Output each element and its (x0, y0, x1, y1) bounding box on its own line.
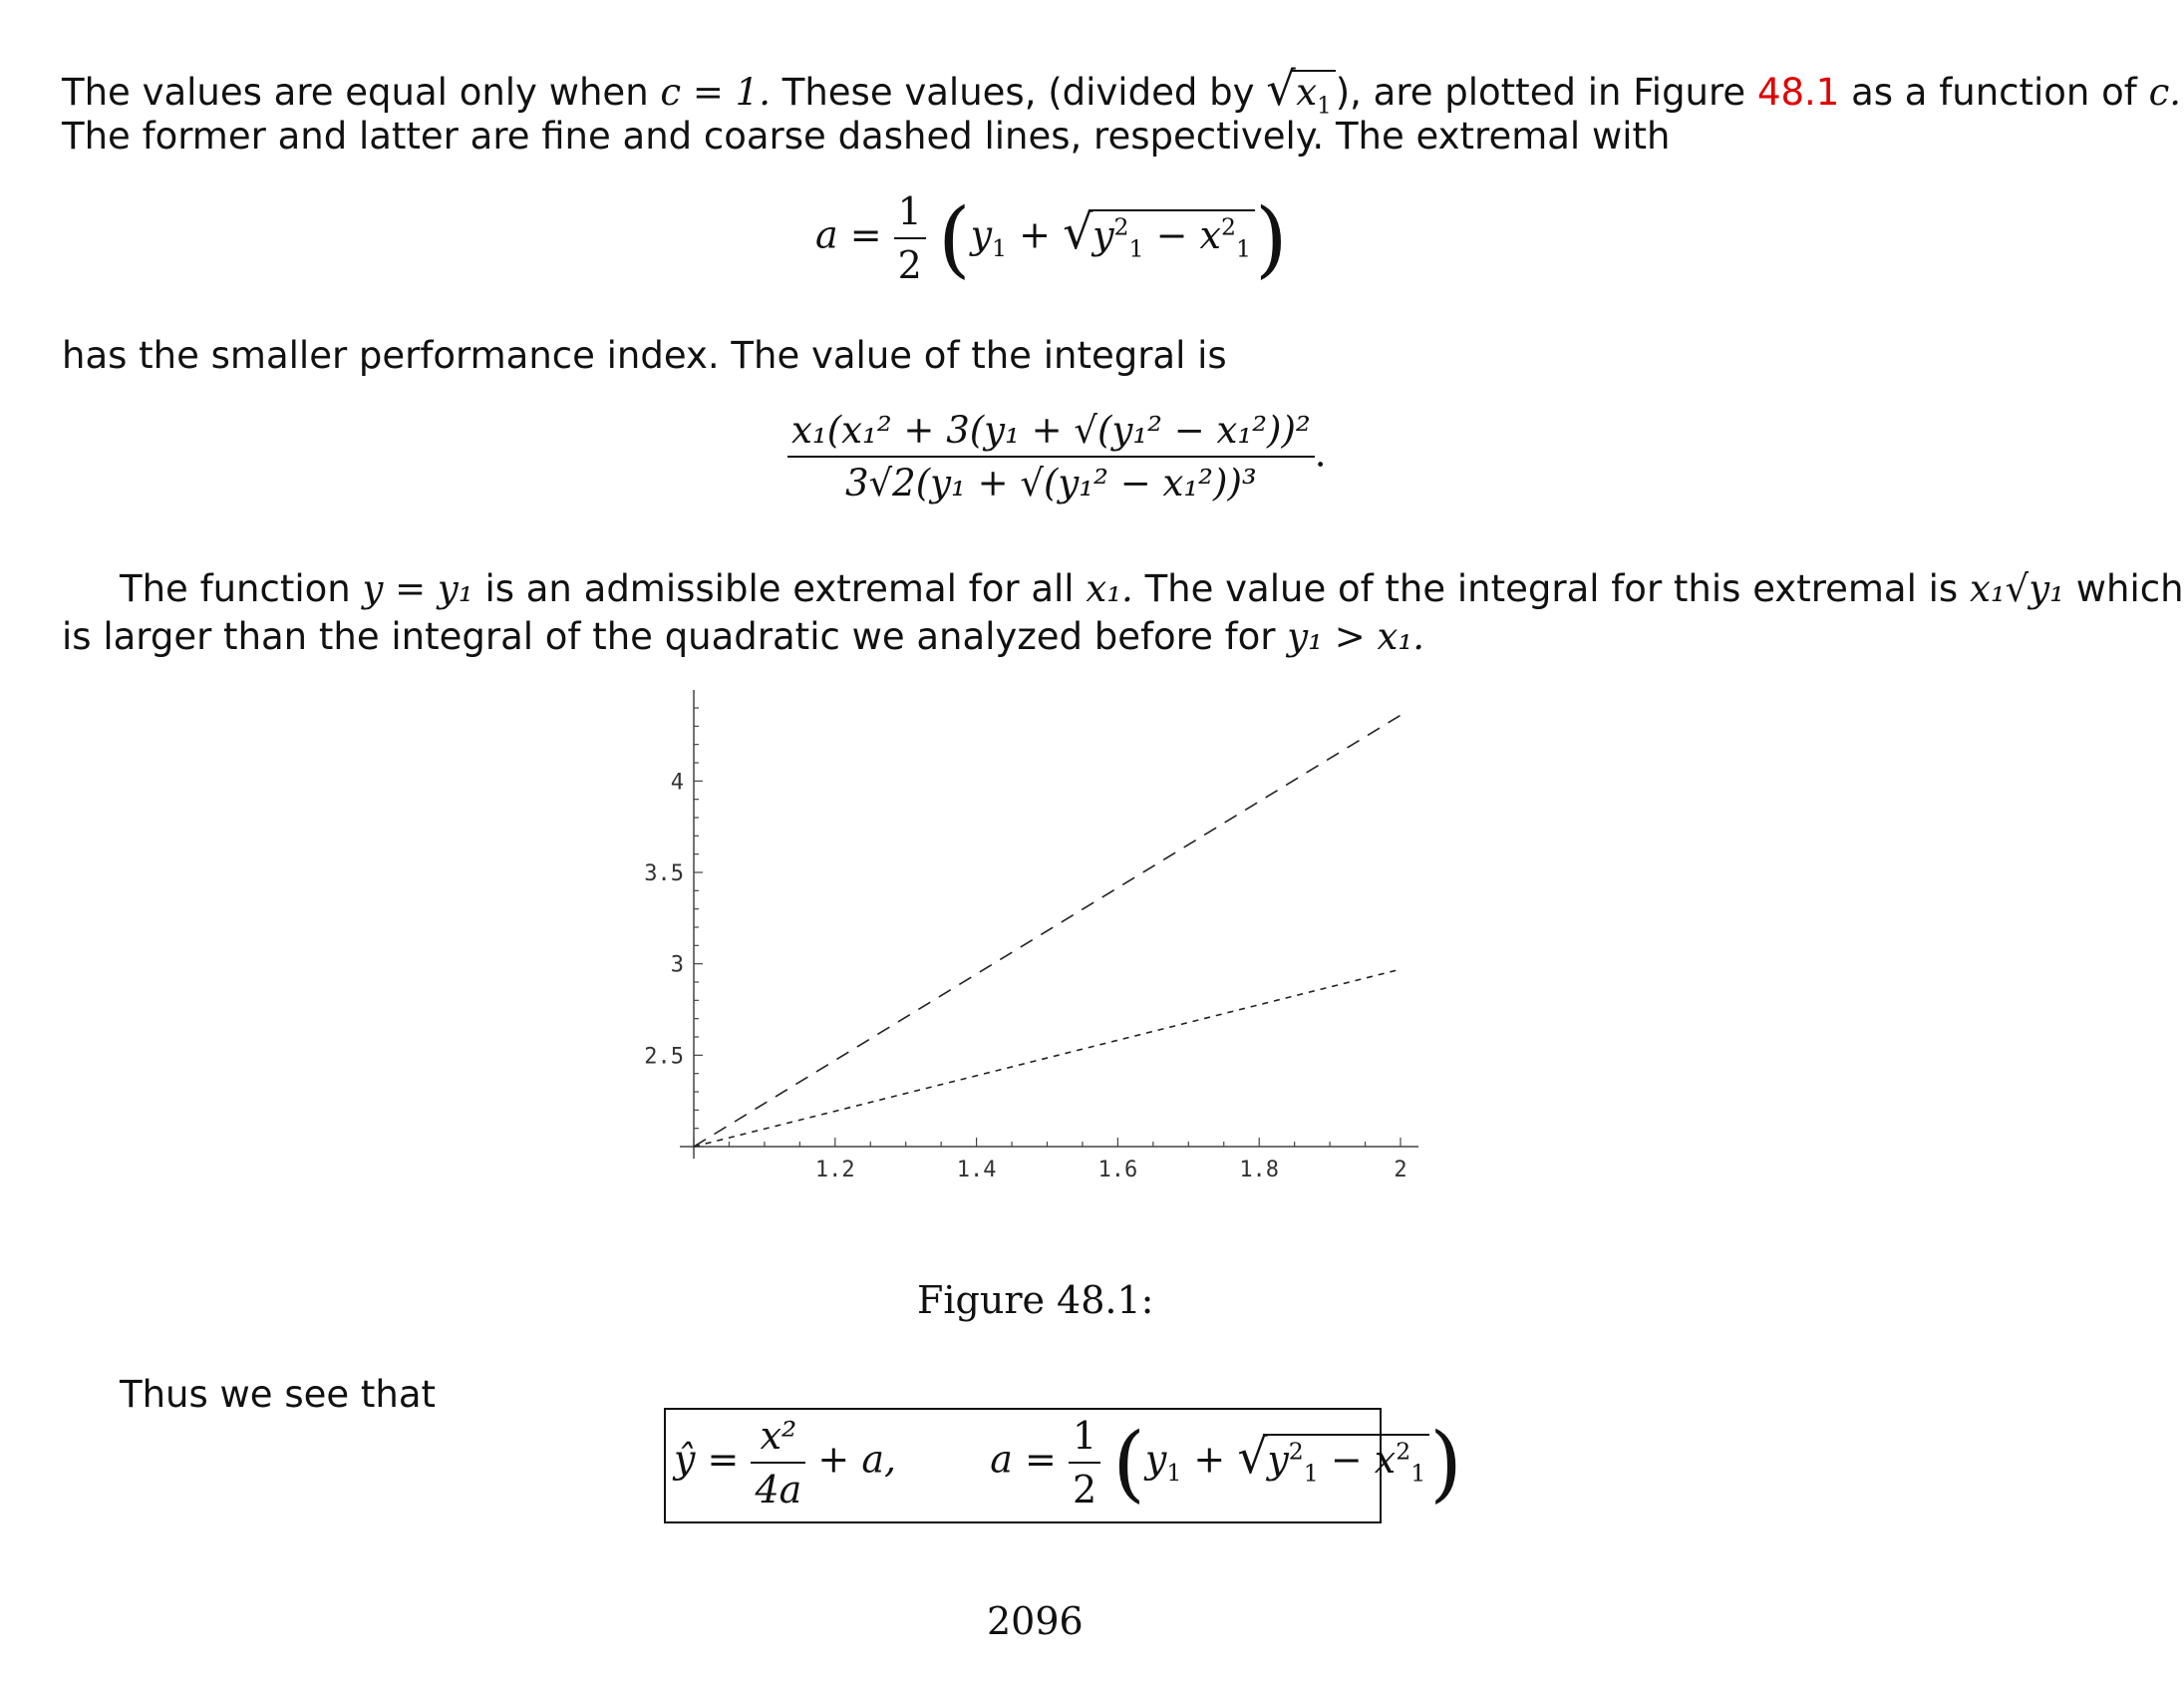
series-line-fine-dashed (694, 969, 1401, 1147)
sqrt-term: √ $y^2_1 - x^2_1$ (1063, 209, 1255, 257)
fraction-half (1069, 1414, 1100, 1512)
figure-reference-link[interactable]: 48.1 (1756, 71, 1840, 114)
figure-caption: Figure 48.1: (917, 1278, 1154, 1322)
paragraph-1-line-1 (62, 62, 2182, 120)
figure-48-1-chart (598, 688, 1435, 1206)
paragraph-2: has the smaller performance index. The value of the integral is (62, 334, 1227, 377)
op-plus: + (1019, 212, 1051, 257)
frac-den: 2 (897, 243, 922, 287)
equation-a: a = $\frac{1}{2}$ ($y_1$ + √ $y^2_1 - x^2_1$) (815, 189, 1288, 287)
text: is larger than the integral of the quadratic we analyzed before for (62, 615, 1276, 658)
x-tick-label: 1.4 (956, 1158, 997, 1182)
frac-num: x₁(x₁² + 3(y₁ + √(y₁² − x₁²))² (787, 409, 1315, 458)
text: The values are equal only when (62, 71, 649, 114)
fraction-half (894, 189, 926, 287)
frac-den: 3√2(y₁ + √(y₁² − x₁²))³ (845, 462, 1257, 505)
chart-axes (644, 690, 1418, 1182)
frac-den: 4a (755, 1468, 802, 1512)
sqrt-term: √ $y^2_1 - x^2_1$ (1237, 1434, 1429, 1482)
eq-a: a = (990, 1437, 1057, 1482)
fraction-integral (787, 409, 1315, 505)
paragraph-3-line-1 (120, 567, 2184, 610)
op-minus: − (1155, 212, 1188, 257)
op-plus: + (1193, 1437, 1226, 1482)
frac-num: 1 (894, 189, 926, 239)
math-inline: c = 1. (660, 71, 771, 114)
var-x: x (1296, 71, 1318, 114)
x-tick-label: 1.2 (814, 1158, 855, 1182)
fraction-x2-4a (751, 1414, 805, 1512)
sub: 1 (1303, 1459, 1319, 1488)
sup: 2 (1220, 211, 1236, 240)
sup: 2 (1288, 1436, 1304, 1465)
y-tick-label: 3 (670, 952, 684, 978)
var-x: x (1374, 1437, 1397, 1482)
sub: 1 (1317, 93, 1332, 120)
sub: 1 (1128, 234, 1144, 263)
eq-lhs: a = (815, 212, 882, 257)
x-tick-label: 1.8 (1239, 1158, 1280, 1182)
text: as a function of (1851, 71, 2137, 114)
x-tick-label: 1.6 (1097, 1158, 1138, 1182)
text: These values, (divided by (781, 71, 1255, 114)
math-inline: x₁. (1086, 567, 1133, 610)
var-y: y (1092, 212, 1114, 257)
y-tick-label: 4 (670, 770, 684, 796)
sup: 2 (1113, 211, 1129, 240)
y-tick-label: 3.5 (644, 861, 684, 886)
chart-series (694, 715, 1401, 1147)
math-inline: x₁√y₁ (1969, 567, 2064, 610)
boxed-equation: ŷ = $\frac{\text{x²}}{4a}$ + a, a = $\frac{1}{2}$ ($y_1$ + √ $y^2_1 - x^2_1$) (674, 1414, 1462, 1512)
math-inline: c. (2148, 71, 2182, 114)
paragraph-4: Thus we see that (120, 1373, 437, 1416)
sub: 1 (1166, 1459, 1182, 1488)
series-line-coarse-dashed (694, 715, 1401, 1147)
eq-lhs: ŷ = (674, 1437, 740, 1482)
sub: 1 (1410, 1459, 1426, 1488)
period: . (1314, 432, 1327, 476)
math-inline: y₁ > x₁. (1287, 615, 1424, 658)
paragraph-3-line-2 (62, 615, 1424, 658)
sqrt-x1: √ $x_1$ (1266, 70, 1335, 111)
var-y: y (1267, 1437, 1289, 1482)
op-minus: − (1330, 1437, 1363, 1482)
text: The value of the integral for this extremal is (1144, 567, 1959, 610)
text: which (2075, 567, 2184, 610)
frac-num: x² (751, 1414, 805, 1464)
equation-integral (787, 409, 1327, 505)
sup: 2 (1396, 1436, 1411, 1465)
page-number: 2096 (987, 1599, 1084, 1643)
var-y: y (1144, 1437, 1167, 1482)
sub: 1 (1235, 234, 1251, 263)
text: The function (120, 567, 351, 610)
text: ), are plotted in Figure (1335, 71, 1746, 114)
term-plus-a: + a, (817, 1437, 897, 1482)
paragraph-1-line-2: The former and latter are fine and coarse dashed lines, respectively. The extremal with (62, 115, 1671, 158)
sub: 1 (992, 234, 1008, 263)
frac-num: 1 (1069, 1414, 1100, 1464)
text: is an admissible extremal for all (484, 567, 1075, 610)
y-tick-label: 2.5 (644, 1044, 684, 1070)
var-y: y (970, 212, 993, 257)
var-x: x (1199, 212, 1221, 257)
math-inline: y = y₁ (362, 567, 473, 610)
frac-den: 2 (1072, 1468, 1097, 1512)
x-tick-label: 2 (1394, 1158, 1407, 1182)
